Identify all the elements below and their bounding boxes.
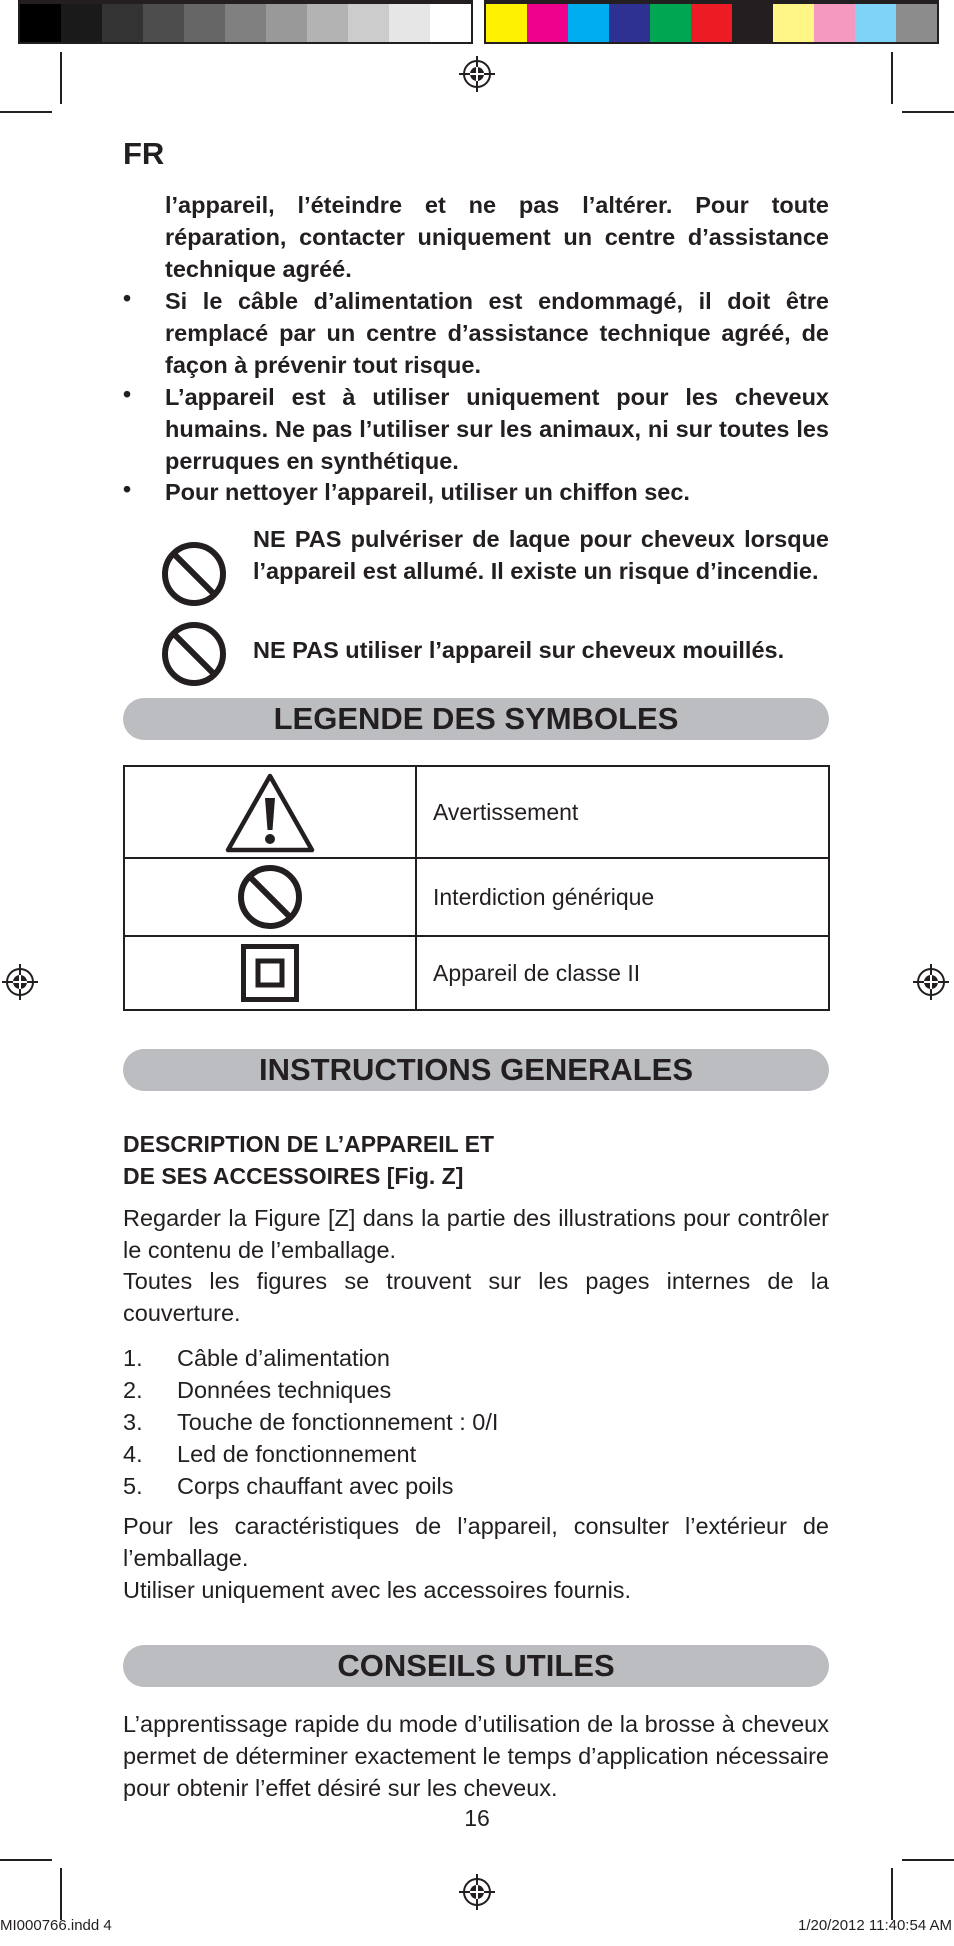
- warning-triangle-icon: [222, 770, 318, 856]
- list-item: [123, 1438, 498, 1470]
- symbols-table: [123, 765, 830, 1011]
- color-swatch: [430, 2, 471, 44]
- page-number: 16: [464, 1805, 490, 1831]
- color-swatch: [609, 2, 650, 44]
- paragraph: L’apprentissage rapide du mode d’utilisation de la brosse à cheveux permet de déterminer exactement le temps d’application nécessaire pour obtenir l’effet désiré sur les cheveux.: [123, 1711, 829, 1801]
- table-row: [124, 766, 829, 858]
- paragraph: Utiliser uniquement avec les accessoires fournis.: [123, 1577, 632, 1603]
- color-swatch: [20, 2, 61, 44]
- safety-bullet: Si le câble d’alimentation est endommagé, il doit être remplacé par un centre d’assistance technique agréé, de façon à prévenir tout risque.: [165, 288, 829, 378]
- color-swatch: [61, 2, 102, 44]
- color-swatch: [773, 2, 814, 44]
- table-cell-icon: [124, 766, 416, 858]
- warning-hairspray: NE PAS pulvériser de laque pour cheveux lorsque l’appareil est allumé. Il existe un risque d’incendie.: [253, 526, 829, 584]
- crop-mark: [0, 1859, 52, 1861]
- list-text: Données techniques: [177, 1377, 392, 1403]
- crop-mark: [891, 52, 893, 104]
- color-swatch: [184, 2, 225, 44]
- color-swatch: [814, 2, 855, 44]
- subheading-line: DE SES ACCESSOIRES [Fig. Z]: [123, 1163, 464, 1189]
- list-item: [123, 1342, 498, 1374]
- list-number: 3.: [123, 1409, 143, 1435]
- slug-filename: MI000766.indd 4: [0, 1917, 112, 1934]
- registration-mark-icon: [913, 964, 949, 1000]
- symbol-label: Avertissement: [416, 766, 829, 858]
- slug-timestamp: 1/20/2012 11:40:54 AM: [797, 1917, 952, 1934]
- crop-mark: [0, 111, 52, 113]
- registration-mark-icon: [2, 964, 38, 1000]
- color-swatch: [486, 2, 527, 44]
- list-number: 2.: [123, 1377, 143, 1403]
- table-row: [124, 936, 829, 1010]
- color-swatch: [855, 2, 896, 44]
- color-swatch: [568, 2, 609, 44]
- paragraph: Regarder la Figure [Z] dans la partie des illustrations pour contrôler le contenu de l’emballage.: [123, 1205, 829, 1263]
- bullet-marker: •: [123, 285, 132, 311]
- prohibition-icon: [160, 620, 228, 688]
- color-swatch: [102, 2, 143, 44]
- section-heading-tips: CONSEILS UTILES: [123, 1645, 829, 1687]
- color-swatch: [225, 2, 266, 44]
- prohibition-icon: [160, 540, 228, 608]
- safety-bullet: L’appareil est à utiliser uniquement pour les cheveux humains. Ne pas l’utiliser sur les animaux, ni sur toutes les perruques en synthétique.: [165, 384, 829, 474]
- color-swatch: [348, 2, 389, 44]
- crop-mark: [891, 1868, 893, 1920]
- list-text: Led de fonctionnement: [177, 1441, 417, 1467]
- section-heading-instructions: INSTRUCTIONS GENERALES: [123, 1049, 829, 1091]
- safety-continuation: l’appareil, l’éteindre et ne pas l’altérer. Pour toute réparation, contacter uniquement un centre d’assistance technique agréé.: [165, 192, 829, 282]
- grayscale-color-bar: [18, 0, 473, 44]
- color-swatch: [650, 2, 691, 44]
- color-swatch: [732, 2, 773, 44]
- table-row: [124, 858, 829, 936]
- list-item: [123, 1470, 498, 1502]
- bullet-marker: •: [123, 476, 132, 502]
- registration-mark-icon: [459, 1874, 495, 1910]
- crop-mark: [902, 111, 954, 113]
- color-swatch: [389, 2, 430, 44]
- class-ii-double-square-icon: [241, 944, 299, 1002]
- symbol-label: Appareil de classe II: [416, 936, 829, 1010]
- bullet-marker: •: [123, 381, 132, 407]
- list-number: 1.: [123, 1345, 143, 1371]
- color-swatch: [896, 2, 937, 44]
- list-item: [123, 1406, 498, 1438]
- table-cell-icon: [124, 936, 416, 1010]
- language-code: FR: [123, 136, 165, 171]
- list-text: Corps chauffant avec poils: [177, 1473, 454, 1499]
- crop-mark: [60, 52, 62, 104]
- color-swatch: [527, 2, 568, 44]
- symbol-label: Interdiction générique: [416, 858, 829, 936]
- crop-mark: [60, 1868, 62, 1920]
- crop-mark: [902, 1859, 954, 1861]
- paragraph: Pour les caractéristiques de l’appareil, consulter l’extérieur de l’emballage.: [123, 1513, 829, 1571]
- list-number: 5.: [123, 1473, 143, 1499]
- subheading-description: [123, 1128, 494, 1192]
- parts-list: [123, 1342, 498, 1502]
- registration-mark-icon: [459, 56, 495, 92]
- color-swatch: [266, 2, 307, 44]
- list-text: Câble d’alimentation: [177, 1345, 390, 1371]
- list-number: 4.: [123, 1441, 143, 1467]
- paragraph: Toutes les figures se trouvent sur les pages internes de la couverture.: [123, 1268, 829, 1326]
- prohibition-icon: [236, 863, 304, 931]
- color-swatch: [691, 2, 732, 44]
- list-item: [123, 1374, 498, 1406]
- subheading-line: DESCRIPTION DE L’APPAREIL ET: [123, 1131, 495, 1157]
- color-swatch: [307, 2, 348, 44]
- safety-bullet: Pour nettoyer l’appareil, utiliser un chiffon sec.: [165, 479, 690, 505]
- color-swatch: [143, 2, 184, 44]
- process-color-bar: [484, 0, 939, 44]
- table-cell-icon: [124, 858, 416, 936]
- section-heading-legend: LEGENDE DES SYMBOLES: [123, 698, 829, 740]
- list-text: Touche de fonctionnement : 0/I: [177, 1409, 499, 1435]
- warning-wet-hair: NE PAS utiliser l’appareil sur cheveux mouillés.: [253, 637, 785, 663]
